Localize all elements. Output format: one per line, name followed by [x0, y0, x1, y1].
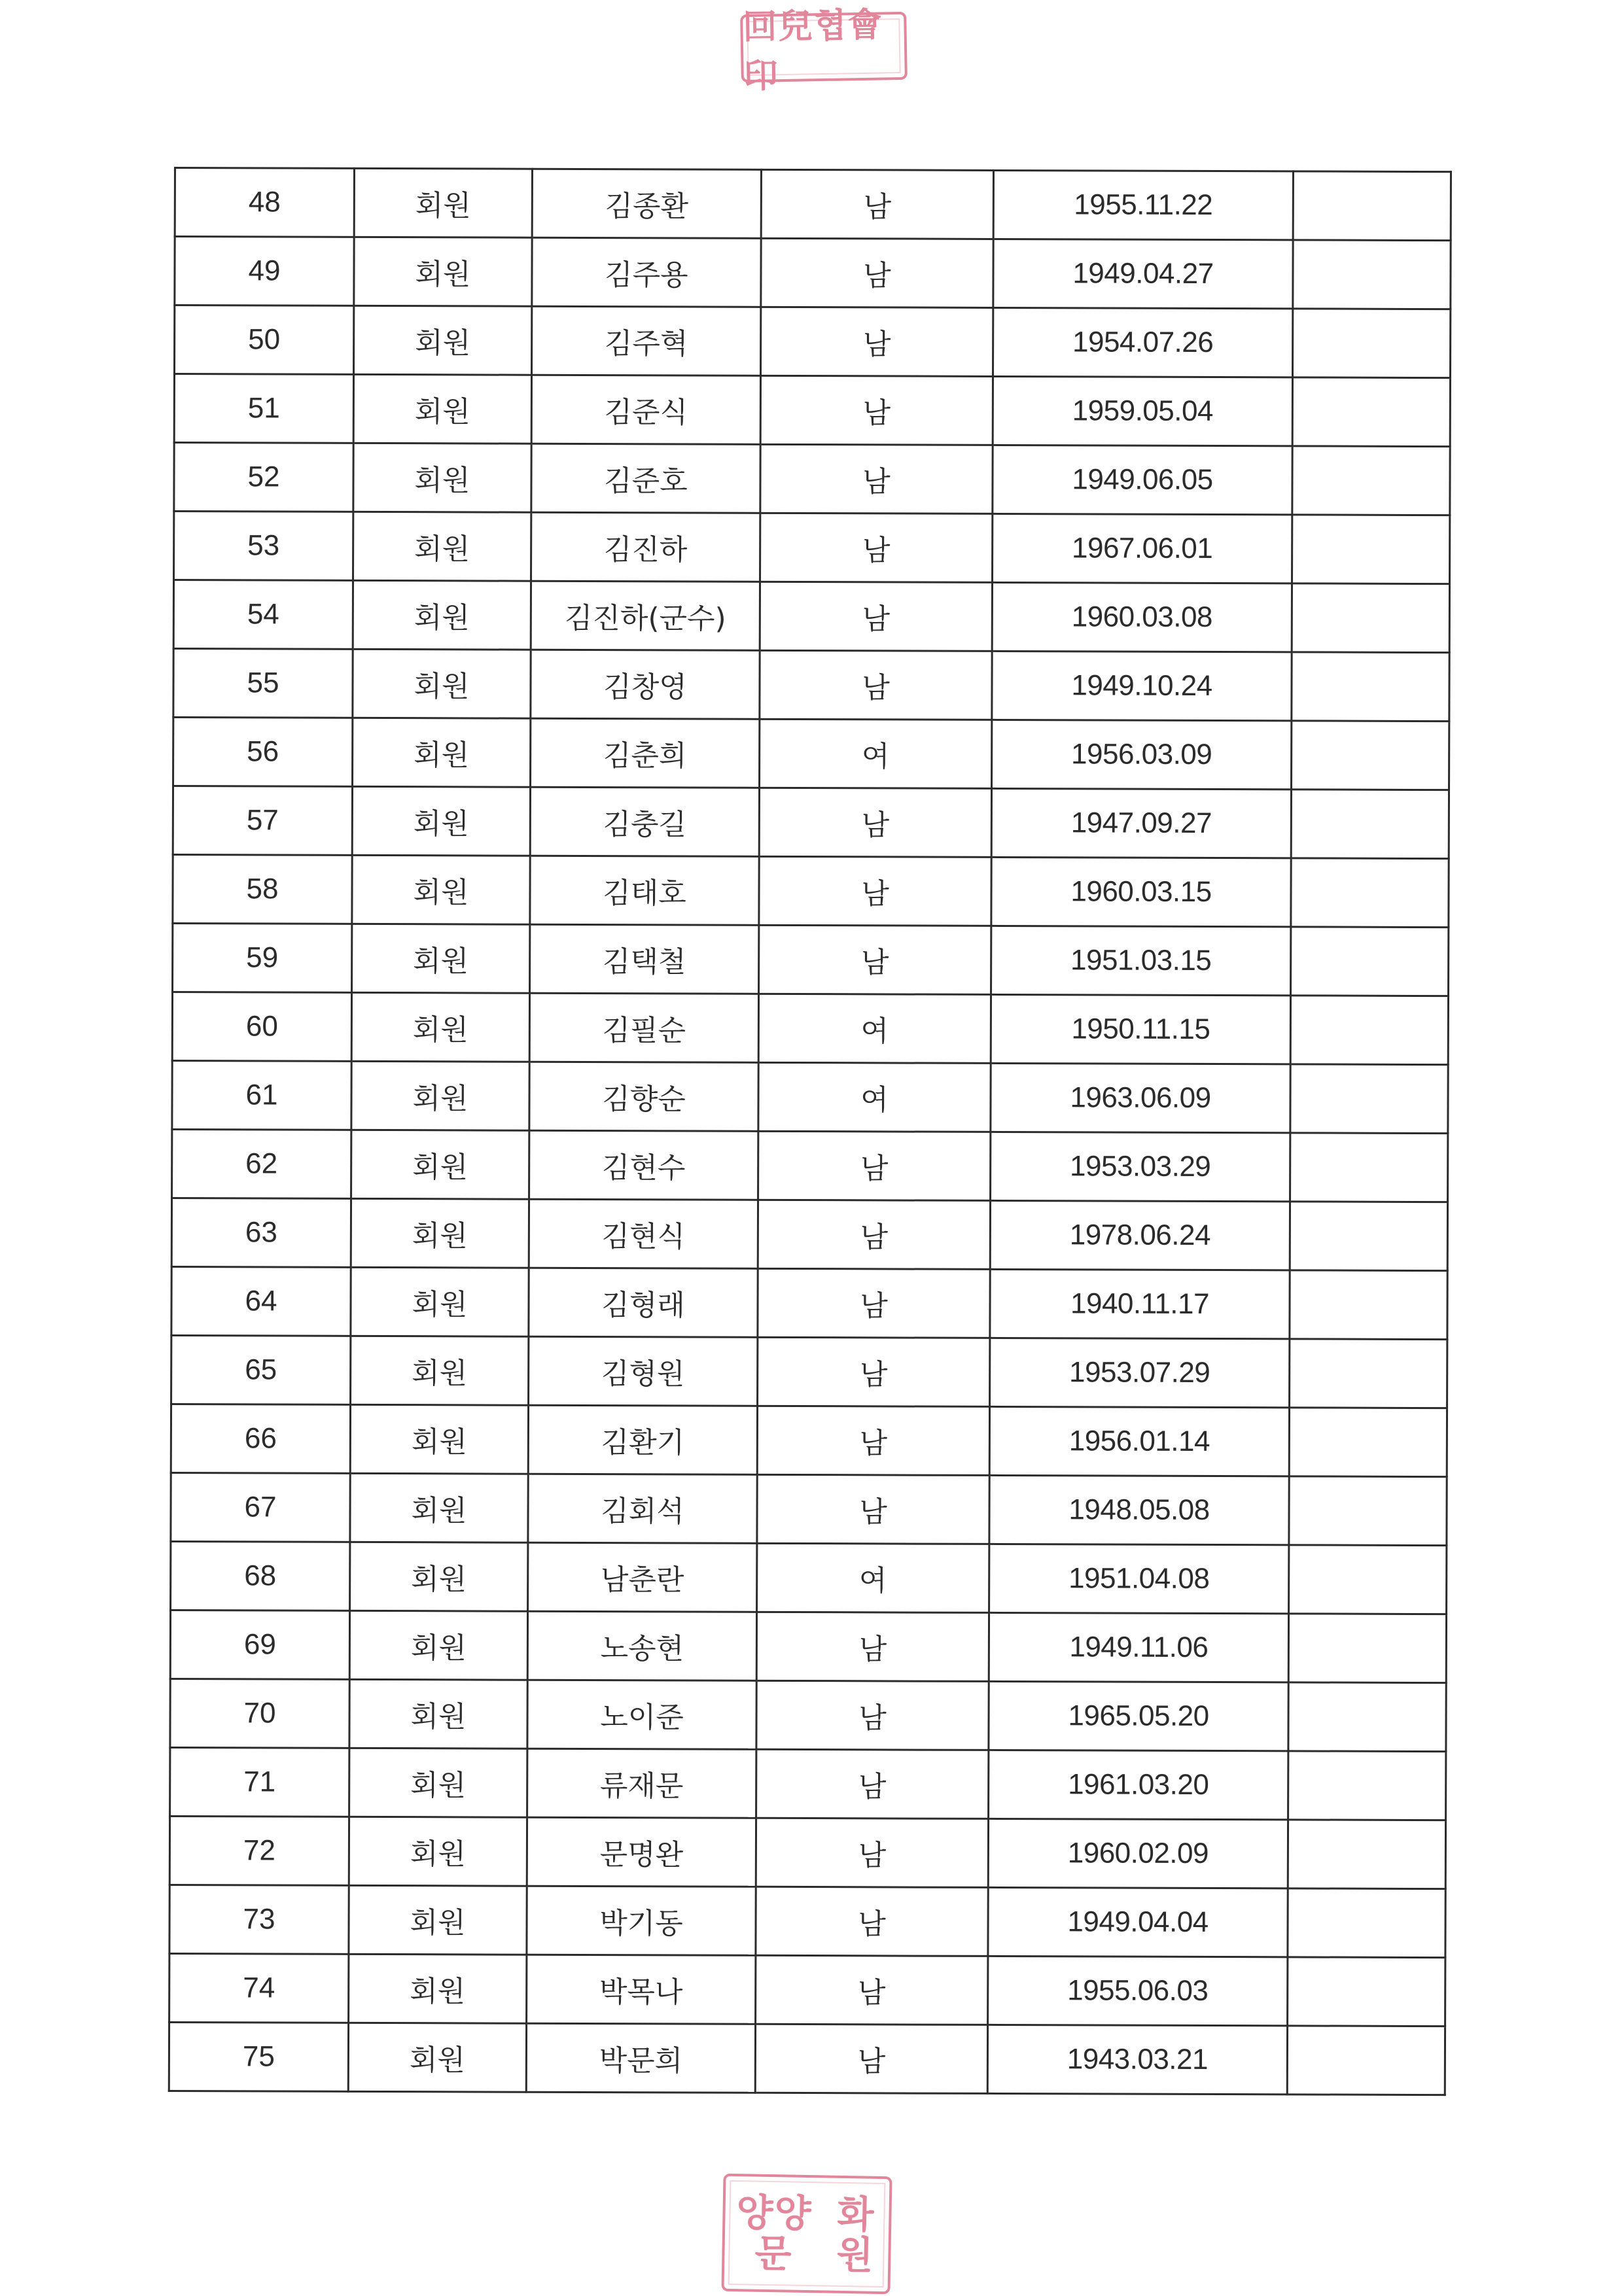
cell-gender: 남	[760, 650, 992, 720]
cell-name: 김준식	[531, 375, 760, 444]
cell-name: 김준호	[531, 444, 760, 513]
cell-number: 65	[171, 1335, 351, 1404]
cell-gender: 여	[758, 1062, 991, 1132]
cell-birthdate: 1959.05.04	[993, 376, 1292, 445]
cell-gender: 남	[755, 2024, 987, 2093]
cell-name: 김향순	[529, 1062, 758, 1131]
cell-note	[1290, 1202, 1447, 1271]
cell-number: 61	[172, 1060, 351, 1130]
table-row	[171, 1266, 1447, 1339]
cell-number: 59	[173, 923, 352, 992]
cell-name: 김진하	[531, 512, 760, 582]
cell-birthdate: 1940.11.17	[990, 1269, 1290, 1338]
cell-name: 김현수	[529, 1130, 758, 1200]
cell-gender: 여	[757, 1543, 989, 1612]
table-row	[173, 854, 1449, 927]
cell-note	[1292, 309, 1450, 378]
cell-number: 62	[172, 1129, 351, 1198]
cell-note	[1289, 1476, 1447, 1546]
cell-note	[1292, 446, 1450, 515]
cell-birthdate: 1963.06.09	[991, 1063, 1290, 1132]
table-row	[174, 374, 1450, 447]
cell-birthdate: 1956.01.14	[989, 1406, 1289, 1476]
cell-gender: 남	[757, 1406, 989, 1475]
cell-number: 74	[169, 1953, 349, 2023]
cell-number: 69	[170, 1610, 349, 1679]
cell-birthdate: 1949.04.27	[993, 239, 1293, 308]
cell-birthdate: 1951.04.08	[989, 1544, 1289, 1613]
cell-member-type: 회원	[351, 1061, 529, 1130]
cell-gender: 남	[759, 925, 991, 994]
cell-birthdate: 1948.05.08	[989, 1475, 1289, 1544]
cell-birthdate: 1949.10.24	[992, 651, 1292, 720]
table-row	[171, 1472, 1447, 1545]
cell-member-type: 회원	[353, 580, 531, 650]
cell-gender: 남	[761, 238, 993, 307]
cell-note	[1290, 1270, 1447, 1340]
cell-number: 53	[174, 512, 353, 581]
cell-member-type: 회원	[352, 786, 530, 856]
table-row	[172, 1129, 1448, 1202]
cell-member-type: 회원	[354, 168, 532, 237]
cell-gender: 남	[756, 1887, 988, 1956]
cell-member-type: 회원	[350, 1542, 528, 1611]
table-row	[174, 512, 1450, 584]
cell-number: 64	[171, 1266, 351, 1336]
cell-number: 68	[171, 1541, 350, 1610]
cell-member-type: 회원	[351, 1198, 529, 1268]
cell-name: 박문희	[526, 2023, 755, 2093]
table-row	[173, 718, 1449, 790]
cell-birthdate: 1960.03.15	[991, 857, 1291, 926]
cell-name: 김환기	[528, 1405, 757, 1474]
table-row	[175, 237, 1451, 309]
cell-member-type: 회원	[351, 1336, 529, 1405]
cell-member-type: 회원	[351, 1267, 529, 1336]
table-row	[173, 923, 1449, 996]
cell-name: 김충길	[530, 787, 759, 856]
cell-name: 김태호	[530, 856, 759, 925]
table-row	[173, 649, 1449, 722]
cell-birthdate: 1953.03.29	[991, 1132, 1290, 1201]
cell-name: 김춘희	[531, 718, 760, 788]
cell-note	[1288, 1957, 1445, 2026]
cell-member-type: 회원	[349, 1954, 527, 2023]
cell-number: 52	[174, 443, 353, 512]
cell-number: 67	[171, 1472, 350, 1542]
cell-note	[1288, 1820, 1445, 1889]
cell-name: 류재문	[527, 1748, 756, 1818]
cell-birthdate: 1955.11.22	[993, 170, 1293, 239]
cell-note	[1290, 1339, 1447, 1408]
cell-member-type: 회원	[349, 1679, 527, 1748]
cell-birthdate: 1947.09.27	[991, 788, 1291, 858]
table-row	[169, 1953, 1445, 2026]
cell-gender: 남	[761, 169, 993, 239]
table-row	[170, 1747, 1446, 1820]
table-row	[169, 1885, 1445, 1957]
cell-gender: 남	[756, 1612, 989, 1681]
cell-gender: 남	[758, 1131, 991, 1200]
cell-gender: 남	[759, 788, 991, 857]
cell-number: 73	[169, 1885, 349, 1954]
cell-birthdate: 1949.11.06	[989, 1612, 1288, 1682]
cell-member-type: 회원	[354, 305, 532, 375]
cell-member-type: 회원	[353, 443, 531, 512]
cell-member-type: 회원	[353, 718, 531, 787]
cell-name: 김필순	[529, 993, 758, 1062]
cell-number: 63	[171, 1198, 351, 1267]
cell-member-type: 회원	[354, 237, 532, 306]
cell-name: 김회석	[528, 1474, 757, 1543]
cell-birthdate: 1960.03.08	[992, 582, 1292, 652]
cell-note	[1293, 240, 1451, 309]
cell-member-type: 회원	[350, 1473, 528, 1542]
cell-birthdate: 1961.03.20	[989, 1750, 1288, 1819]
cell-gender: 남	[758, 1337, 990, 1406]
cell-name: 김종환	[532, 169, 761, 238]
table-row	[169, 2022, 1445, 2095]
table-row	[173, 580, 1449, 653]
table-row	[170, 1679, 1446, 1751]
cell-number: 57	[173, 786, 352, 856]
cell-number: 58	[173, 854, 352, 924]
cell-note	[1289, 1408, 1447, 1477]
cell-birthdate: 1950.11.15	[991, 994, 1290, 1064]
table-row	[171, 1198, 1447, 1270]
cell-note	[1290, 1064, 1448, 1134]
cell-gender: 남	[760, 375, 993, 445]
cell-name: 김형원	[529, 1336, 758, 1406]
cell-number: 50	[175, 305, 354, 375]
table-row	[170, 1610, 1446, 1682]
cell-name: 김주용	[532, 237, 761, 307]
cell-number: 70	[170, 1679, 349, 1748]
cell-gender: 남	[760, 444, 993, 513]
cell-member-type: 회원	[353, 649, 531, 718]
cell-number: 72	[169, 1816, 349, 1885]
cell-gender: 여	[760, 719, 992, 788]
cell-member-type: 회원	[349, 1748, 527, 1817]
cell-birthdate: 1949.06.05	[993, 445, 1292, 514]
cell-note	[1292, 721, 1449, 790]
cell-birthdate: 1960.02.09	[988, 1818, 1288, 1888]
table-row	[173, 786, 1449, 859]
cell-note	[1291, 927, 1449, 996]
cell-member-type: 회원	[352, 924, 530, 993]
cell-name: 남춘란	[528, 1542, 757, 1612]
cell-note	[1292, 652, 1449, 722]
cell-gender: 남	[756, 1955, 988, 2025]
cell-member-type: 회원	[353, 374, 531, 444]
cell-note	[1288, 1682, 1446, 1752]
table-row	[171, 1404, 1447, 1476]
cell-birthdate: 1956.03.09	[992, 720, 1292, 789]
cell-note	[1292, 583, 1449, 653]
cell-note	[1291, 858, 1449, 928]
cell-name: 문명완	[527, 1817, 756, 1887]
cell-note	[1288, 1614, 1446, 1683]
cell-birthdate: 1951.03.15	[991, 926, 1291, 995]
cell-birthdate: 1953.07.29	[990, 1338, 1290, 1407]
cell-member-type: 회원	[350, 1404, 528, 1474]
table-row	[174, 443, 1450, 515]
cell-number: 60	[172, 992, 351, 1061]
cell-birthdate: 1954.07.26	[993, 307, 1292, 377]
cell-note	[1290, 1133, 1448, 1202]
cell-name: 노이준	[527, 1680, 756, 1749]
cell-birthdate: 1978.06.24	[990, 1200, 1290, 1270]
cell-note	[1290, 996, 1448, 1065]
cell-number: 75	[169, 2022, 348, 2091]
cell-birthdate: 1967.06.01	[993, 513, 1292, 583]
cell-number: 54	[173, 580, 353, 650]
member-roster-table	[168, 167, 1452, 2096]
cell-member-type: 회원	[349, 1817, 527, 1886]
cell-number: 66	[171, 1404, 350, 1473]
cell-member-type: 회원	[352, 855, 530, 924]
cell-name: 김현식	[529, 1199, 758, 1268]
cell-gender: 남	[760, 513, 993, 582]
cell-note	[1292, 515, 1450, 584]
cell-note	[1289, 1545, 1447, 1614]
cell-note	[1293, 171, 1451, 241]
cell-gender: 남	[756, 1818, 988, 1887]
cell-note	[1288, 1751, 1446, 1820]
cell-note	[1291, 790, 1449, 859]
cell-number: 55	[173, 649, 353, 718]
cell-note	[1292, 377, 1450, 447]
cell-number: 56	[173, 718, 353, 787]
cell-member-type: 회원	[348, 2023, 526, 2092]
cell-gender: 남	[760, 582, 992, 651]
cell-member-type: 회원	[353, 512, 531, 581]
cell-birthdate: 1955.06.03	[988, 1956, 1288, 2025]
cell-name: 김형래	[529, 1268, 758, 1337]
cell-gender: 남	[758, 1268, 990, 1338]
cell-birthdate: 1943.03.21	[987, 2025, 1287, 2094]
table-row	[172, 1060, 1448, 1133]
table-row	[175, 168, 1451, 241]
cell-number: 48	[175, 168, 354, 237]
cell-birthdate: 1965.05.20	[989, 1681, 1288, 1750]
cell-name: 김진하(군수)	[531, 581, 760, 650]
cell-number: 71	[170, 1747, 349, 1817]
table-row	[175, 305, 1451, 378]
cell-gender: 남	[761, 307, 993, 376]
cell-note	[1288, 1888, 1445, 1958]
cell-name: 김주혁	[532, 306, 761, 375]
cell-member-type: 회원	[349, 1610, 527, 1680]
cell-member-type: 회원	[349, 1885, 527, 1955]
table-row	[171, 1335, 1447, 1408]
cell-name: 김택철	[530, 924, 759, 994]
table-row	[171, 1541, 1447, 1614]
seal-stamp-bottom: 양양문 화원	[721, 2174, 892, 2294]
cell-name: 박목나	[527, 1955, 756, 2024]
cell-birthdate: 1949.04.04	[988, 1887, 1288, 1957]
cell-member-type: 회원	[351, 1130, 529, 1199]
cell-gender: 여	[758, 994, 991, 1063]
cell-number: 51	[174, 374, 353, 444]
cell-gender: 남	[756, 1749, 989, 1818]
table-row	[172, 992, 1448, 1064]
table-row	[169, 1816, 1445, 1888]
cell-gender: 남	[759, 856, 991, 926]
cell-name: 김창영	[531, 650, 760, 719]
cell-note	[1287, 2026, 1445, 2095]
seal-stamp-top: 回兒협會印	[740, 12, 908, 82]
cell-gender: 남	[758, 1200, 990, 1269]
cell-member-type: 회원	[351, 992, 529, 1062]
cell-name: 박기동	[527, 1886, 756, 1955]
cell-gender: 남	[756, 1680, 989, 1750]
roster-body	[169, 168, 1451, 2095]
cell-gender: 남	[757, 1474, 989, 1544]
cell-name: 노송현	[527, 1611, 756, 1680]
cell-number: 49	[175, 237, 354, 306]
